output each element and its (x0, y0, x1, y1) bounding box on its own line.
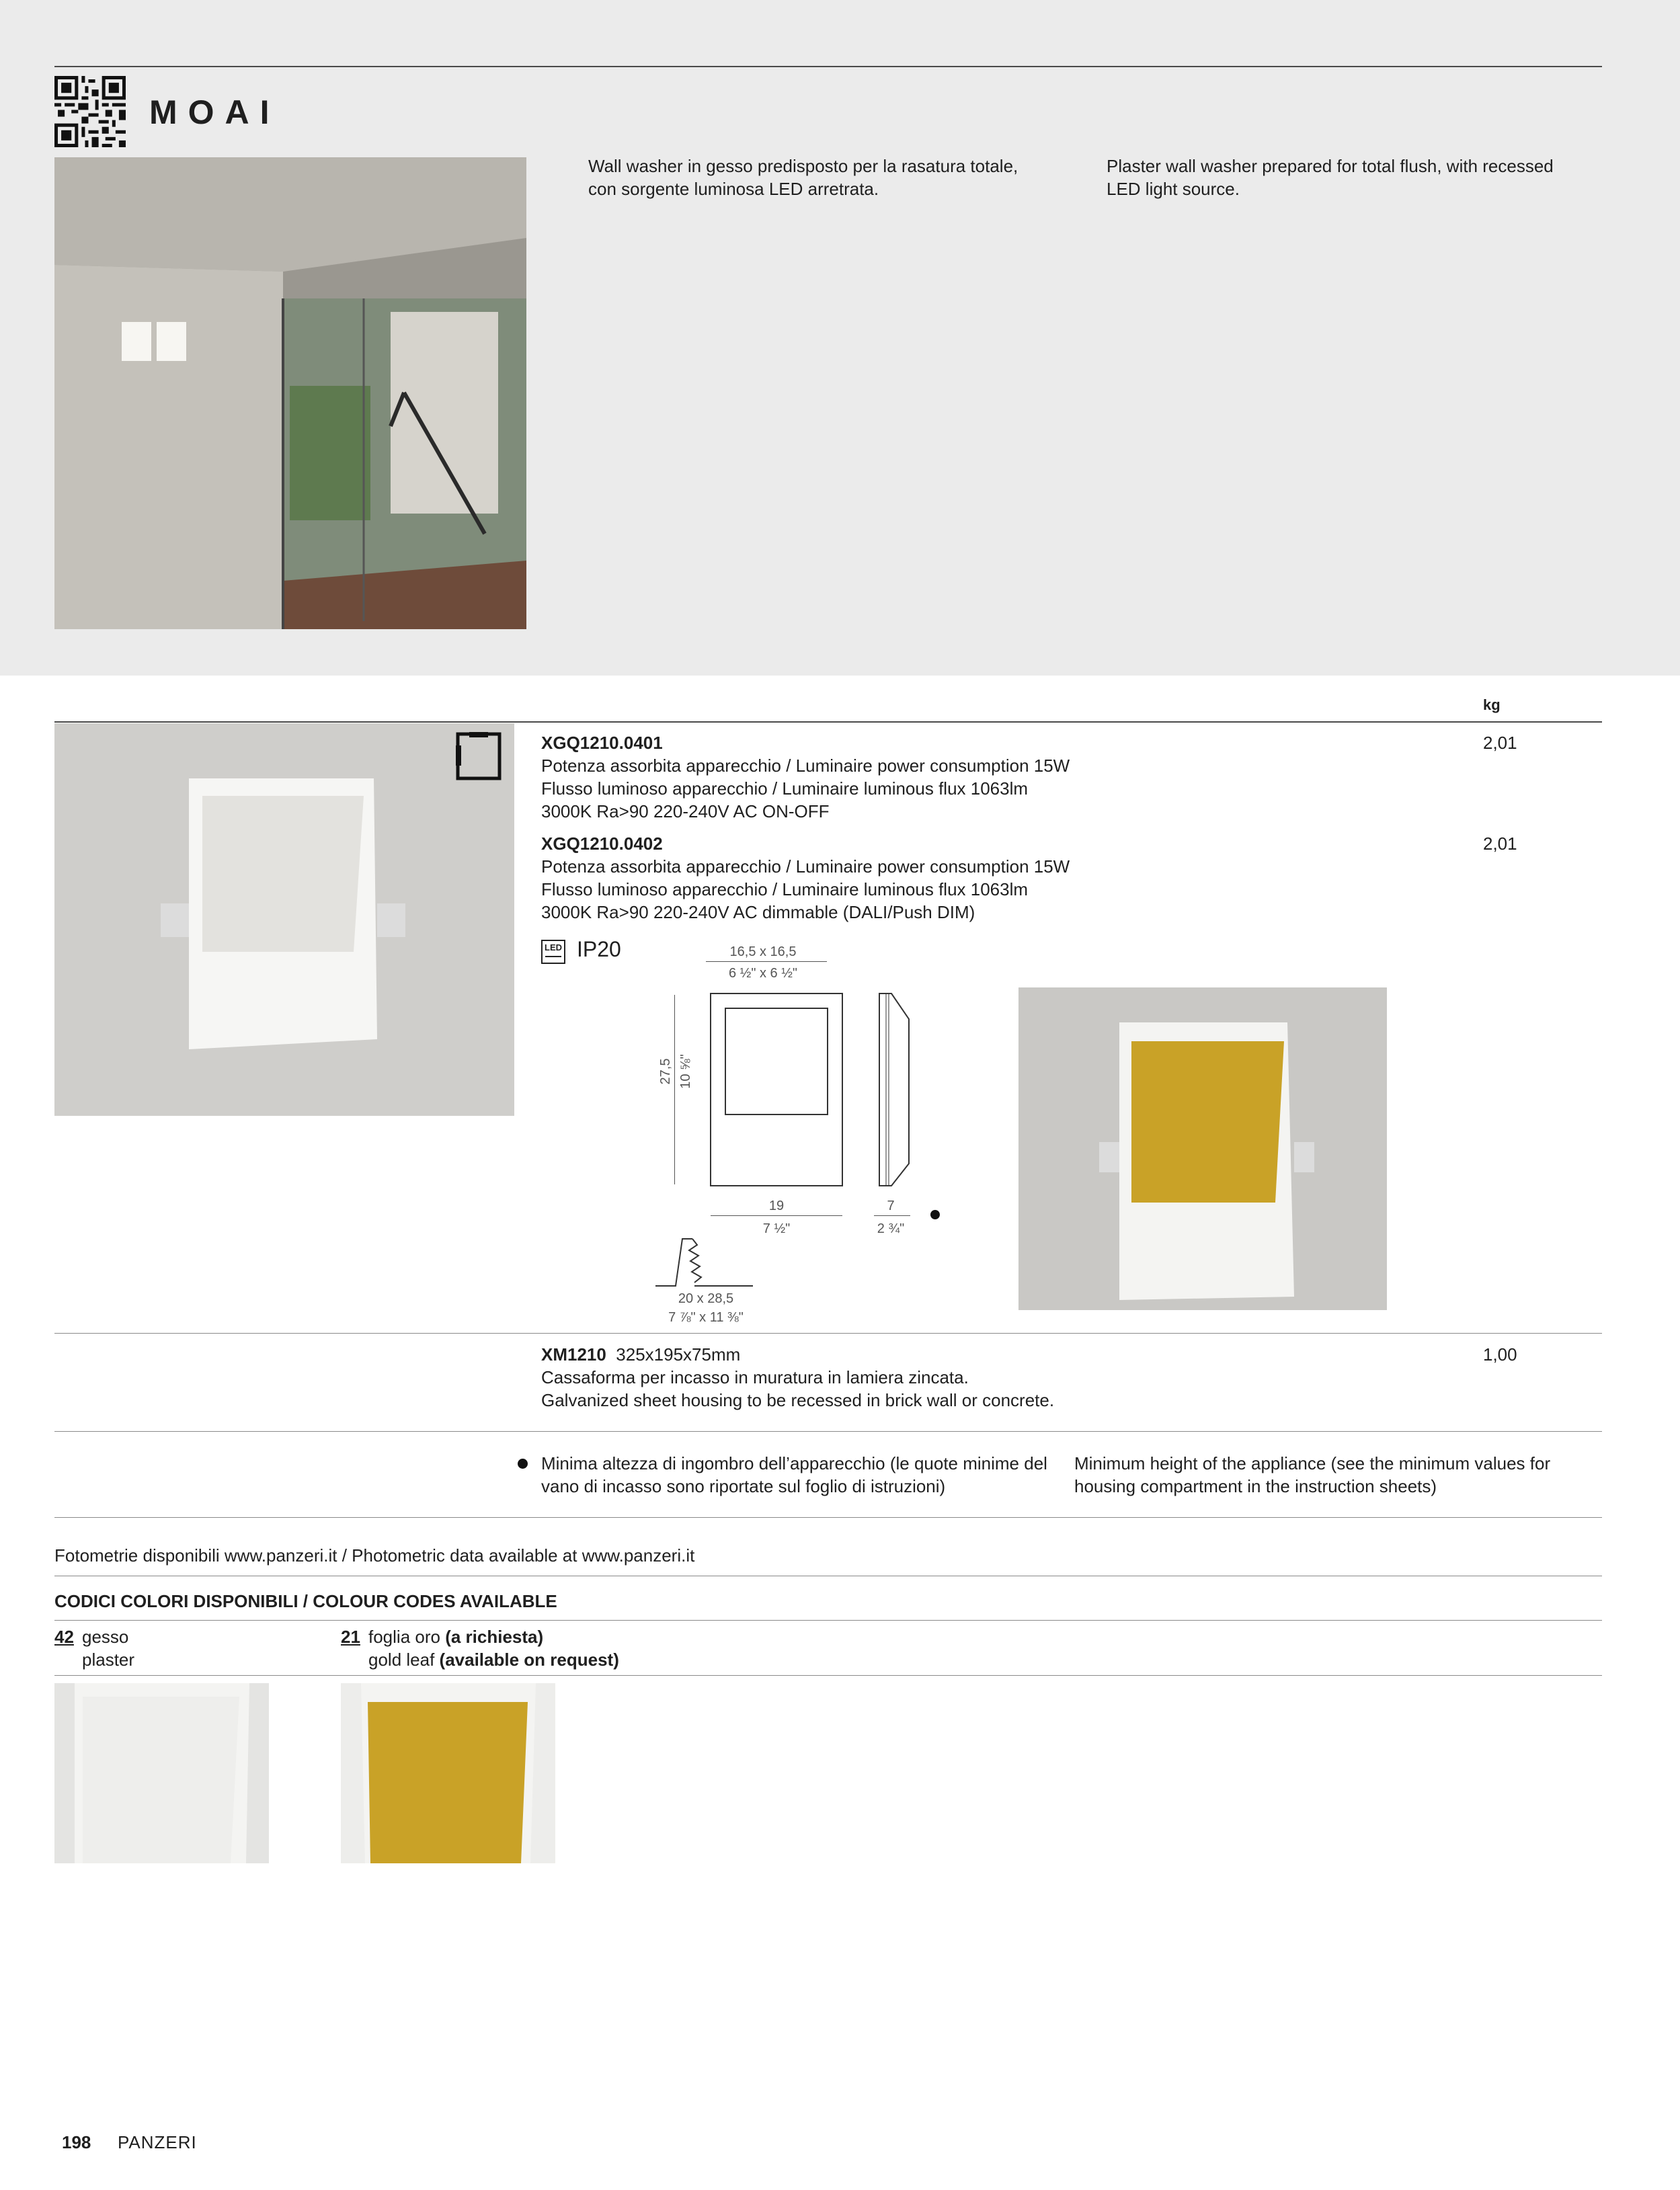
note-bullet-icon (518, 1459, 528, 1469)
dim-width-in: 7 ½" (762, 1221, 791, 1236)
product-photo-plaster (54, 723, 514, 1116)
brand-name: PANZERI (118, 2132, 197, 2152)
page-title: MOAI (149, 93, 280, 131)
colour-42-name-en: plaster (82, 1650, 135, 1670)
divider-table-end (54, 1517, 1602, 1518)
product-1-flux: Flusso luminoso apparecchio / Luminaire luminous flux 1063lm (541, 778, 1029, 799)
dim-top-cm: 16,5 x 16,5 (729, 944, 797, 959)
colour-42-name-it: gesso (82, 1627, 129, 1647)
colour-code-42: 42 (54, 1627, 74, 1647)
dim-height-cm: 27,5 (658, 1058, 673, 1085)
page-number: 198 (62, 2132, 91, 2152)
product-2-flux: Flusso luminoso apparecchio / Luminaire luminous flux 1063lm (541, 879, 1029, 899)
colour-codes-heading: CODICI COLORI DISPONIBILI / COLOUR CODES AVAILABLE (54, 1591, 557, 1611)
table-top-rule (54, 721, 1602, 723)
colour-21-name-it: foglia oro (a richiesta) (368, 1627, 544, 1647)
colour-code-21: 21 (341, 1627, 360, 1647)
description-english: Plaster wall washer prepared for total flush, with recessed LED light source. (1107, 156, 1554, 199)
side-view-drawing (874, 992, 914, 1187)
note-english: Minimum height of the appliance (see the minimum values for housing compartment in the instruction sheets) (1074, 1453, 1551, 1496)
cutout-drawing (655, 1235, 753, 1289)
product-photo-gold (1018, 987, 1387, 1310)
housing-weight: 1,00 (1483, 1344, 1517, 1365)
min-height-bullet-icon (930, 1210, 940, 1219)
dim-width-cm: 19 (768, 1199, 785, 1213)
front-view-drawing (709, 992, 844, 1187)
note-italian: Minima altezza di ingombro dell’apparecchio (le quote minime del vano di incasso sono riportate sul foglio di istruzioni) (541, 1453, 1047, 1496)
dim-depth-line (874, 1215, 910, 1216)
swatch-gold-leaf (341, 1683, 555, 1863)
divider-colour-header (54, 1620, 1602, 1621)
housing-code-row: XM1210 325x195x75mm (541, 1344, 741, 1365)
dim-cutout-in: 7 ⅞" x 11 ⅜" (668, 1310, 744, 1325)
dim-depth-in: 2 ¾" (877, 1221, 905, 1236)
dim-depth-cm: 7 (887, 1199, 895, 1213)
housing-desc-english: Galvanized sheet housing to be recessed in brick wall or concrete. (541, 1390, 1055, 1410)
dim-height-in: 10 ⅝" (678, 1054, 693, 1089)
product-1-weight: 2,01 (1483, 733, 1517, 753)
qr-code-icon[interactable] (54, 76, 126, 147)
divider-housing (54, 1333, 1602, 1334)
top-rule (54, 66, 1602, 67)
description-italian: Wall washer in gesso predisposto per la rasatura totale, con sorgente luminosa LED arretrata. (588, 156, 1018, 199)
dim-top-in: 6 ½" x 6 ½" (728, 966, 798, 981)
colour-21-name-en: gold leaf (available on request) (368, 1650, 619, 1670)
swatch-plaster (54, 1683, 269, 1863)
product-code-1: XGQ1210.0401 (541, 733, 663, 753)
weight-column-header: kg (1483, 696, 1501, 713)
dim-width-line (711, 1215, 842, 1216)
divider-swatches (54, 1675, 1602, 1676)
photometric-link[interactable]: Fotometrie disponibili www.panzeri.it / Photometric data available at www.panzeri.it (54, 1545, 695, 1566)
product-1-specs: 3000K Ra>90 220-240V AC ON-OFF (541, 801, 830, 821)
housing-desc-italian: Cassaforma per incasso in muratura in lamiera zincata. (541, 1367, 969, 1387)
product-2-weight: 2,01 (1483, 834, 1517, 854)
divider-note (54, 1431, 1602, 1432)
ip-rating: IP20 (577, 937, 621, 961)
interior-photo (54, 157, 526, 629)
product-2-specs: 3000K Ra>90 220-240V AC dimmable (DALI/Push DIM) (541, 902, 975, 922)
product-code-2: XGQ1210.0402 (541, 834, 663, 854)
led-icon: LED (541, 940, 565, 964)
recessed-install-icon (456, 732, 502, 780)
product-1-power: Potenza assorbita apparecchio / Luminaire power consumption 15W (541, 756, 1070, 776)
dim-top-line (706, 961, 827, 962)
product-2-power: Potenza assorbita apparecchio / Luminaire power consumption 15W (541, 856, 1070, 877)
dim-cutout-cm: 20 x 28,5 (678, 1291, 734, 1306)
